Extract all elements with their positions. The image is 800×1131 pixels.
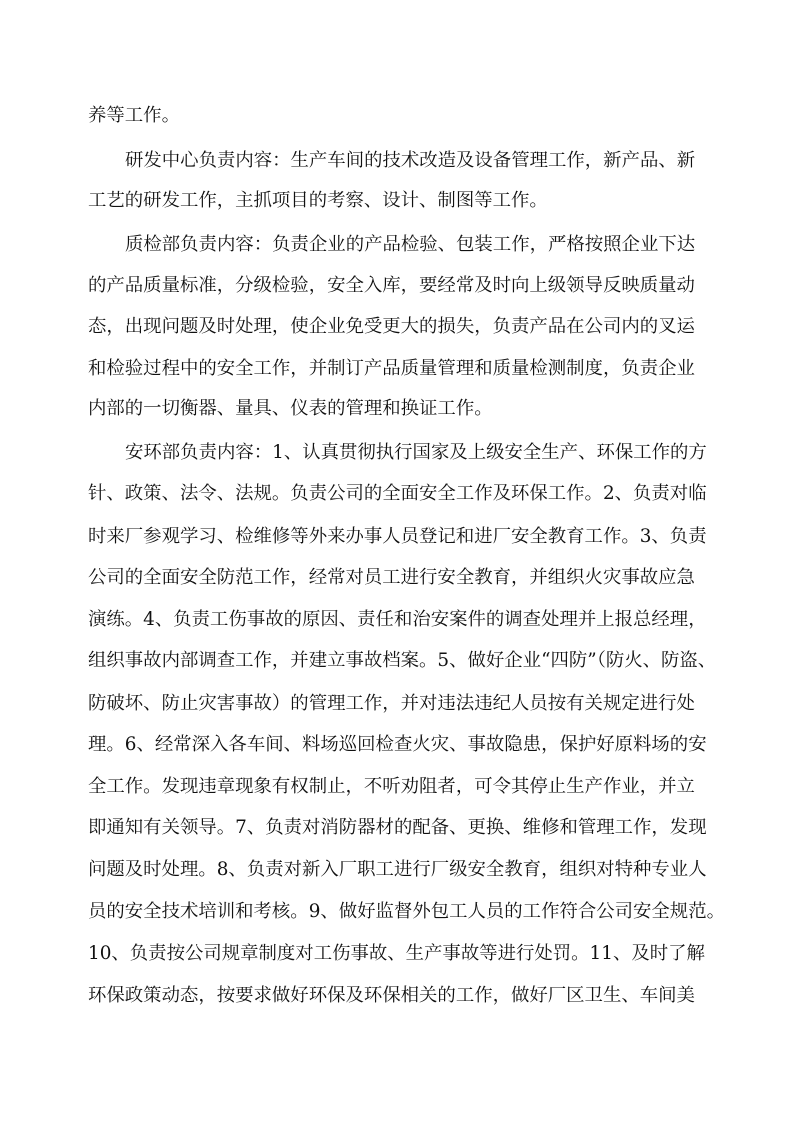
text-line: 时来厂参观学习、检维修等外来办事人员登记和进厂安全教育工作。3、负责 — [88, 526, 707, 547]
text-line: 即通知有关领导。7、负责对消防器材的配备、更换、维修和管理工作，发现 — [88, 817, 707, 838]
text-line: 态，出现问题及时处理，使企业免受更大的损失，负责产品在公司内的叉运 — [88, 316, 695, 337]
text-line: 养等工作。 — [88, 105, 180, 126]
text-line: 问题及时处理。8、负责对新入厂职工进行厂级安全教育，组织对特种专业人 — [88, 859, 707, 880]
text-line: 全工作。发现违章现象有权制止，不听劝阻者，可令其停止生产作业，并立 — [88, 776, 695, 797]
paragraph-qc-line-1: 质检部负责内容：负责企业的产品检验、包装工作，严格按照企业下达 — [125, 234, 696, 255]
paragraph-safety-env-line-1: 安环部负责内容：1、认真贯彻执行国家及上级安全生产、环保工作的方 — [125, 442, 707, 463]
text-line: 演练。4、负责工伤事故的原因、责任和治安案件的调查处理并上报总经理， — [88, 609, 707, 630]
text-line: 公司的全面安全防范工作，经常对员工进行安全教育，并组织火灾事故应急 — [88, 567, 695, 588]
text-line: 理。6、经常深入各车间、料场巡回检查火灾、事故隐患，保护好原料场的安 — [88, 734, 707, 755]
text-line: 10、负责按公司规章制度对工伤事故、生产事故等进行处罚。11、及时了解 — [88, 943, 705, 964]
text-line: 员的安全技术培训和考核。9、做好监督外包工人员的工作符合公司安全规范。 — [88, 901, 725, 922]
text-line: 组织事故内部调查工作，并建立事故档案。5、做好企业“四防”（防火、防盗、 — [88, 650, 717, 671]
paragraph-rnd-center-line-1: 研发中心负责内容：生产车间的技术改造及设备管理工作，新产品、新 — [125, 150, 696, 171]
text-line: 内部的一切衡器、量具、仪表的管理和换证工作。 — [88, 398, 493, 419]
text-line: 防破坏、防止灾害事故）的管理工作，并对违法违纪人员按有关规定进行处 — [88, 693, 695, 714]
text-line: 针、政策、法令、法规。负责公司的全面安全工作及环保工作。2、负责对临 — [88, 483, 707, 504]
text-line: 环保政策动态，按要求做好环保及环保相关的工作，做好厂区卫生、车间美 — [88, 985, 695, 1006]
text-line: 工艺的研发工作，主抓项目的考察、设计、制图等工作。 — [88, 190, 548, 211]
text-line: 和检验过程中的安全工作，并制订产品质量管理和质量检测制度，负责企业 — [88, 358, 695, 379]
text-line: 的产品质量标准，分级检验，安全入库，要经常及时向上级领导反映质量动 — [88, 275, 695, 296]
